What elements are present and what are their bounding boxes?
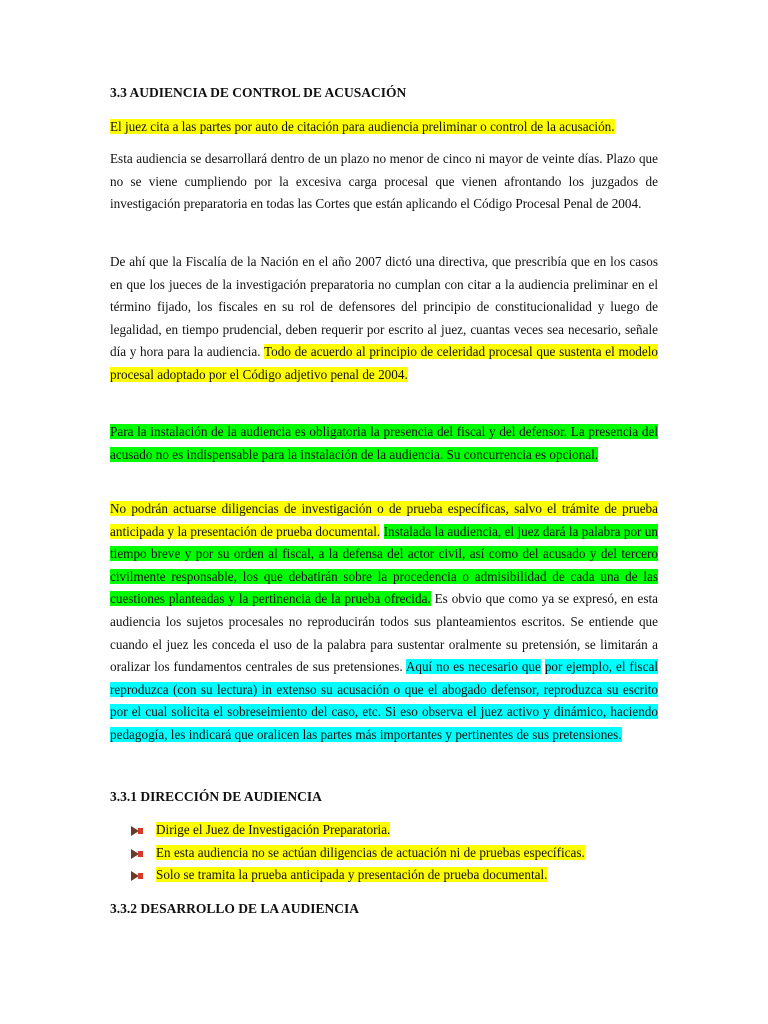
paragraph-citation xyxy=(110,116,658,139)
paragraph-plazo: Esta audiencia se desarrollará dentro de un plazo no menor de cinco ni mayor de veinte días. Plazo que no se viene cumpliendo por la excesiva carga procesal que vienen afrontando los juzgados de investigación preparatoria en todas las Cortes que están aplicando el Código Procesal Penal de 2004. xyxy=(110,151,658,212)
highlighted-text: por ejemplo, el fiscal reproduzca (con su lectura) in extenso su acusación o que el abogado defensor, reproduzca su escrito por el cual solicita el sobreseimiento del caso, etc. Si eso observa el juez activo y dinámico, haciendo pedagogía, les indicará que oralicen las partes más importantes y pertinentes de sus pretensiones. xyxy=(110,659,658,742)
list-item xyxy=(130,819,658,842)
section-heading-3-3: 3.3 AUDIENCIA DE CONTROL DE ACUSACIÓN xyxy=(110,85,407,100)
highlighted-text: Aquí no es necesario que xyxy=(405,659,541,675)
bullet-list xyxy=(130,819,658,887)
paragraph-instalacion xyxy=(110,421,658,466)
arrow-bullet-icon xyxy=(130,825,144,837)
highlighted-text: Todo de acuerdo al principio de celeridad procesal que sustenta el modelo procesal adoptado por el Código adjetivo penal de 2004. xyxy=(110,344,659,382)
highlighted-text: Para la instalación de la audiencia es obligatoria la presencia del fiscal y del defensor. La presencia del acusado no es indispensable para la instalación de la audiencia. Su concurrencia es opcional. xyxy=(110,424,658,462)
list-item xyxy=(130,864,658,887)
highlighted-text: El juez cita a las partes por auto de citación para audiencia preliminar o control de la acusación. xyxy=(110,119,615,134)
section-heading-3-3-2: 3.3.2 DESARROLLO DE LA AUDIENCIA xyxy=(110,901,360,916)
highlighted-text: No podrán actuarse diligencias de investigación o de prueba específicas, salvo el trámite de prueba anticipada y la presentación de prueba documental. xyxy=(110,501,658,539)
highlighted-text: Dirige el Juez de Investigación Preparatoria. xyxy=(156,822,391,837)
text-span: De ahí que la Fiscalía de la Nación en el año 2007 dictó una directiva, que prescribía que en los casos en que los jueces de la investigación preparatoria no cumplan con citar a la audiencia preliminar en el término fijado, los fiscales en su rol de defensores del principio de constitucionalidad y luego de legalidad, en tiempo prudencial, deben requerir por escrito al juez, cuantas veces sea necesario, señale día y hora para la audiencia. xyxy=(110,254,658,360)
list-item xyxy=(130,842,658,865)
arrow-bullet-icon xyxy=(130,848,144,860)
paragraph-diligencias xyxy=(110,498,658,747)
highlighted-text: Solo se tramita la prueba anticipada y presentación de prueba documental. xyxy=(156,867,548,883)
arrow-bullet-icon xyxy=(130,870,144,882)
text-span: Es obvio que como ya se expresó, en esta audiencia los sujetos procesales no reproducirán todos sus planteamientos escritos. Se entiende que cuando el juez les conceda el uso de la palabra para sustentar oralmente su pretensión, se limitarán a oralizar los fundamentos centrales de sus pretensiones. xyxy=(110,591,658,675)
paragraph-directiva xyxy=(110,251,658,387)
section-heading-3-3-1: 3.3.1 DIRECCIÓN DE AUDIENCIA xyxy=(110,789,322,804)
highlighted-text: Instalada la audiencia, el juez dará la palabra por un tiempo breve y por su orden al fiscal, a la defensa del actor civil, así como del acusado y del tercero civilmente responsable, los que debatirán sobre la procedencia o admisibilidad de cada una de las cuestiones planteadas y la pertinencia de la prueba ofrecida. xyxy=(110,523,658,607)
highlighted-text: En esta audiencia no se actúan diligencias de actuación ni de pruebas específicas. xyxy=(156,844,585,860)
